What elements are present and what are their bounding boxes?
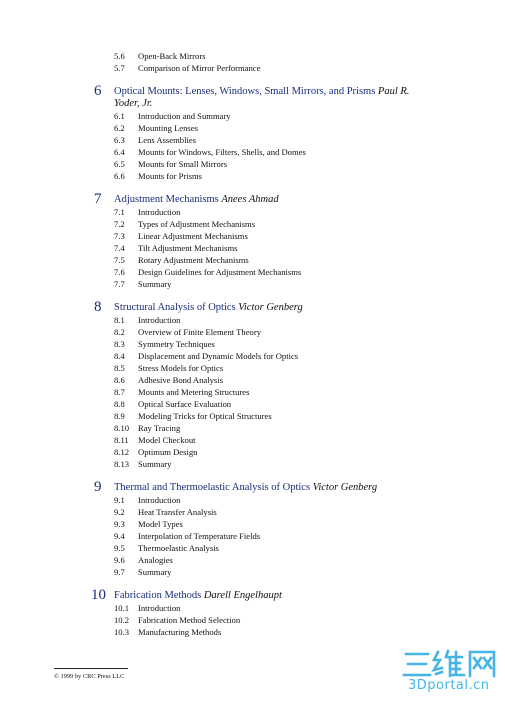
section-number: 6.2: [114, 123, 125, 133]
section-title: Summary: [138, 567, 172, 577]
chapter-number: 10: [91, 587, 106, 603]
chapter-number: 7: [94, 191, 102, 207]
section-title: Mounts for Windows, Filters, Shells, and Domes: [138, 147, 306, 157]
chapter-title: Optical Mounts: Lenses, Windows, Small Mirrors, and Prisms: [114, 86, 376, 97]
toc-section-entry: [114, 506, 217, 518]
toc-section-entry: [114, 278, 171, 290]
toc-section-entry: [114, 338, 215, 350]
section-title: Displacement and Dynamic Models for Optics: [138, 351, 299, 361]
section-title: Introduction: [138, 495, 181, 505]
section-title: Rotary Adjustment Mechanisms: [138, 255, 249, 265]
copyright-notice: © 1999 by CRC Press LLC: [54, 673, 125, 680]
section-number: 9.3: [114, 519, 125, 529]
toc-section-entry: [114, 530, 260, 542]
section-number: 8.8: [114, 399, 125, 409]
section-number: 9.5: [114, 543, 125, 553]
chapter-number: 6: [94, 83, 102, 99]
section-number: 8.6: [114, 375, 125, 385]
section-title: Model Types: [138, 519, 183, 529]
section-title: Comparison of Mirror Performance: [138, 63, 261, 73]
section-number: 8.12: [114, 447, 130, 457]
section-number: 8.5: [114, 363, 125, 373]
section-title: Introduction: [138, 603, 181, 613]
chapter-title: Structural Analysis of Optics: [114, 302, 236, 313]
chapter-number: 8: [94, 299, 102, 315]
section-number: 9.1: [114, 495, 125, 505]
section-number: 9.4: [114, 531, 125, 541]
section-title: Modeling Tricks for Optical Structures: [138, 411, 272, 421]
section-title: Summary: [138, 279, 172, 289]
section-title: Tilt Adjustment Mechanisms: [138, 243, 238, 253]
toc-section-entry: [114, 386, 249, 398]
toc-section-entry: [114, 626, 221, 638]
section-title: Stress Models for Optics: [138, 363, 224, 373]
section-title: Summary: [138, 459, 172, 469]
chapter-author: Paul R.: [377, 86, 410, 97]
chapter-title: Adjustment Mechanisms: [114, 194, 219, 205]
toc-section-entry: [114, 266, 301, 278]
section-title: Optimum Design: [138, 447, 198, 457]
section-title: Lens Assemblies: [138, 135, 197, 145]
toc-section-entry: [114, 542, 219, 554]
section-number: 7.2: [114, 219, 125, 229]
toc-section-entry: [114, 446, 197, 458]
watermark-text: 3Dportal.cn: [408, 678, 490, 693]
section-title: Ray Tracing: [138, 423, 181, 433]
toc-section-entry: [114, 314, 180, 326]
section-title: Interpolation of Temperature Fields: [138, 531, 261, 541]
section-number: 5.6: [114, 51, 125, 61]
section-number: 8.10: [114, 423, 130, 433]
toc-section-entry: [114, 134, 196, 146]
section-number: 10.2: [114, 615, 130, 625]
section-title: Mounts for Prisms: [138, 171, 202, 181]
section-title: Manufacturing Methods: [138, 627, 222, 637]
toc-section-entry: [114, 62, 260, 74]
section-number: 8.3: [114, 339, 125, 349]
section-title: Heat Transfer Analysis: [138, 507, 217, 517]
toc-section-entry: [114, 422, 180, 434]
section-title: Linear Adjustment Mechanisms: [138, 231, 248, 241]
toc-section-entry: [114, 350, 298, 362]
section-title: Thermoelastic Analysis: [138, 543, 219, 553]
section-title: Analogies: [138, 555, 173, 565]
toc-section-entry: [114, 50, 206, 62]
toc-section-entry: [114, 110, 231, 122]
section-title: Model Checkout: [138, 435, 196, 445]
section-number: 8.13: [114, 459, 130, 469]
section-number: 8.11: [114, 435, 129, 445]
section-title: Overview of Finite Element Theory: [138, 327, 261, 337]
toc-section-entry: [114, 242, 237, 254]
section-number: 8.7: [114, 387, 125, 397]
toc-section-entry: [114, 494, 180, 506]
section-number: 9.6: [114, 555, 125, 565]
section-number: 6.1: [114, 111, 125, 121]
toc-section-entry: [114, 614, 240, 626]
section-number: 6.5: [114, 159, 125, 169]
toc-section-entry: [114, 566, 171, 578]
chapter-title: Thermal and Thermoelastic Analysis of Optics: [114, 482, 311, 493]
toc-section-entry: [114, 374, 223, 386]
section-number: 7.3: [114, 231, 125, 241]
section-title: Mounts for Small Mirrors: [138, 159, 228, 169]
section-title: Introduction: [138, 207, 181, 217]
chapter-author: Anees Ahmad: [221, 194, 279, 205]
section-number: 7.1: [114, 207, 125, 217]
toc-section-entry: [114, 254, 249, 266]
toc-section-entry: [114, 362, 223, 374]
section-title: Optical Surface Evaluation: [138, 399, 232, 409]
section-number: 9.7: [114, 567, 125, 577]
toc-section-entry: [114, 410, 272, 422]
section-number: 10.1: [114, 603, 130, 613]
chapter-number: 9: [94, 479, 102, 495]
toc-section-entry: [114, 602, 180, 614]
toc-section-entry: [114, 518, 183, 530]
section-number: 7.5: [114, 255, 125, 265]
toc-section-entry: [114, 398, 231, 410]
section-title: Open-Back Mirrors: [138, 51, 206, 61]
toc-section-entry: [114, 326, 261, 338]
section-number: 8.4: [114, 351, 125, 361]
section-number: 6.4: [114, 147, 125, 157]
toc-section-entry: [114, 122, 198, 134]
section-number: 8.1: [114, 315, 125, 325]
toc-section-entry: [114, 230, 248, 242]
section-title: Types of Adjustment Mechanisms: [138, 219, 256, 229]
chapter-author: Victor Genberg: [312, 482, 378, 493]
toc-section-entry: [114, 554, 173, 566]
section-number: 6.3: [114, 135, 125, 145]
section-number: 5.7: [114, 63, 125, 73]
chapter-author-continued: Yoder, Jr.: [114, 98, 153, 109]
footnote-rule: [54, 668, 128, 669]
toc-section-entry: [114, 206, 180, 218]
toc-section-entry: [114, 170, 202, 182]
section-number: 6.6: [114, 171, 125, 181]
section-number: 7.4: [114, 243, 125, 253]
toc-section-entry: [114, 458, 171, 470]
section-title: Mounts and Metering Structures: [138, 387, 250, 397]
toc-section-entry: [114, 158, 227, 170]
section-number: 9.2: [114, 507, 125, 517]
toc-section-entry: [114, 146, 306, 158]
chapter-title: Fabrication Methods: [114, 590, 202, 601]
section-title: Adhesive Bond Analysis: [138, 375, 223, 385]
section-title: Design Guidelines for Adjustment Mechanisms: [138, 267, 302, 277]
toc-section-entry: [114, 434, 196, 446]
toc-section-entry: [114, 218, 255, 230]
section-number: 7.6: [114, 267, 125, 277]
section-number: 7.7: [114, 279, 125, 289]
section-number: 10.3: [114, 627, 130, 637]
section-number: 8.2: [114, 327, 125, 337]
section-title: Introduction and Summary: [138, 111, 231, 121]
chapter-author: Victor Genberg: [238, 302, 303, 313]
section-title: Mounting Lenses: [138, 123, 198, 133]
chapter-author: Darell Engelhaupt: [203, 590, 282, 601]
section-number: 8.9: [114, 411, 125, 421]
section-title: Fabrication Method Selection: [138, 615, 241, 625]
section-title: Introduction: [138, 315, 181, 325]
section-title: Symmetry Techniques: [138, 339, 215, 349]
